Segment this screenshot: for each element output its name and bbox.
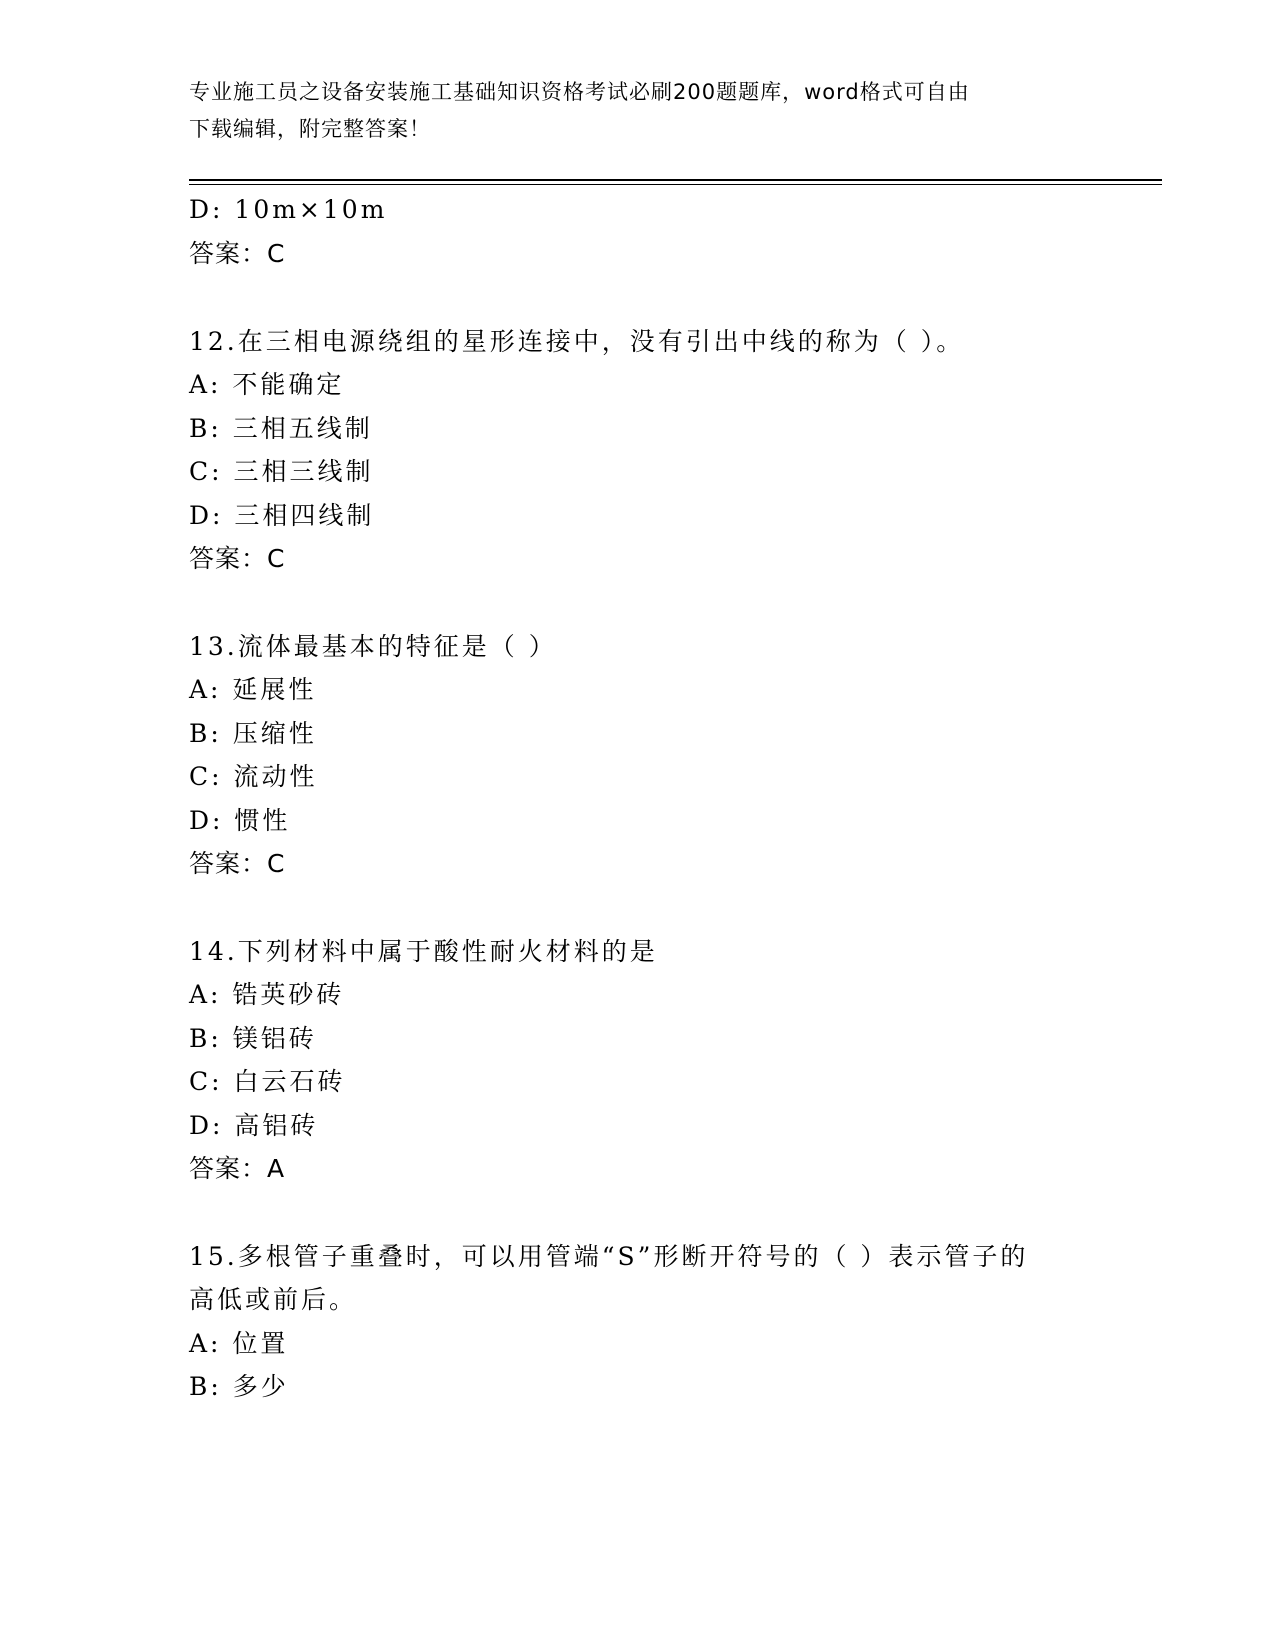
question-14-option-d: D: 高铝砖 xyxy=(189,1111,319,1140)
question-14-option-b: B: 镁铝砖 xyxy=(189,1024,317,1053)
question-14-answer: 答案：A xyxy=(189,1154,286,1183)
document-header xyxy=(189,74,1089,148)
question-15-stem-line-2: 高低或前后。 xyxy=(189,1285,358,1314)
question-12-option-c: C: 三相三线制 xyxy=(189,457,374,486)
question-12-answer: 答案：C xyxy=(189,544,286,573)
question-13-option-c: C: 流动性 xyxy=(189,762,318,791)
question-15-option-b: B: 多少 xyxy=(189,1372,289,1401)
question-12-option-a: A: 不能确定 xyxy=(189,370,345,399)
question-15-stem-line-1: 15.多根管子重叠时，可以用管端“S”形断开符号的（ ）表示管子的 xyxy=(189,1242,1029,1271)
header-title-line-1: 专业施工员之设备安装施工基础知识资格考试必刷200题题库，word格式可自由 xyxy=(189,80,970,104)
question-14-option-a: A: 锆英砂砖 xyxy=(189,980,345,1009)
question-13-option-d: D: 惯性 xyxy=(189,806,291,835)
question-13-answer: 答案：C xyxy=(189,849,286,878)
question-13-stem: 13.流体最基本的特征是（ ） xyxy=(189,632,557,661)
question-12-option-d: D: 三相四线制 xyxy=(189,501,375,530)
question-15-option-a: A: 位置 xyxy=(189,1329,289,1358)
header-title-line-2: 下载编辑，附完整答案！ xyxy=(189,117,431,141)
header-divider-thick xyxy=(189,179,1162,181)
question-14-stem: 14.下列材料中属于酸性耐火材料的是 xyxy=(189,937,658,966)
question-12-stem: 12.在三相电源绕组的星形连接中，没有引出中线的称为（ ）。 xyxy=(189,327,965,356)
prev-question-answer: 答案：C xyxy=(189,239,286,268)
question-12-option-b: B: 三相五线制 xyxy=(189,414,373,443)
header-divider-thin xyxy=(189,184,1162,185)
prev-question-option-d: D: 10m×10m xyxy=(189,195,388,224)
question-13-option-a: A: 延展性 xyxy=(189,675,317,704)
question-14-option-c: C: 白云石砖 xyxy=(189,1067,346,1096)
question-13-option-b: B: 压缩性 xyxy=(189,719,317,748)
